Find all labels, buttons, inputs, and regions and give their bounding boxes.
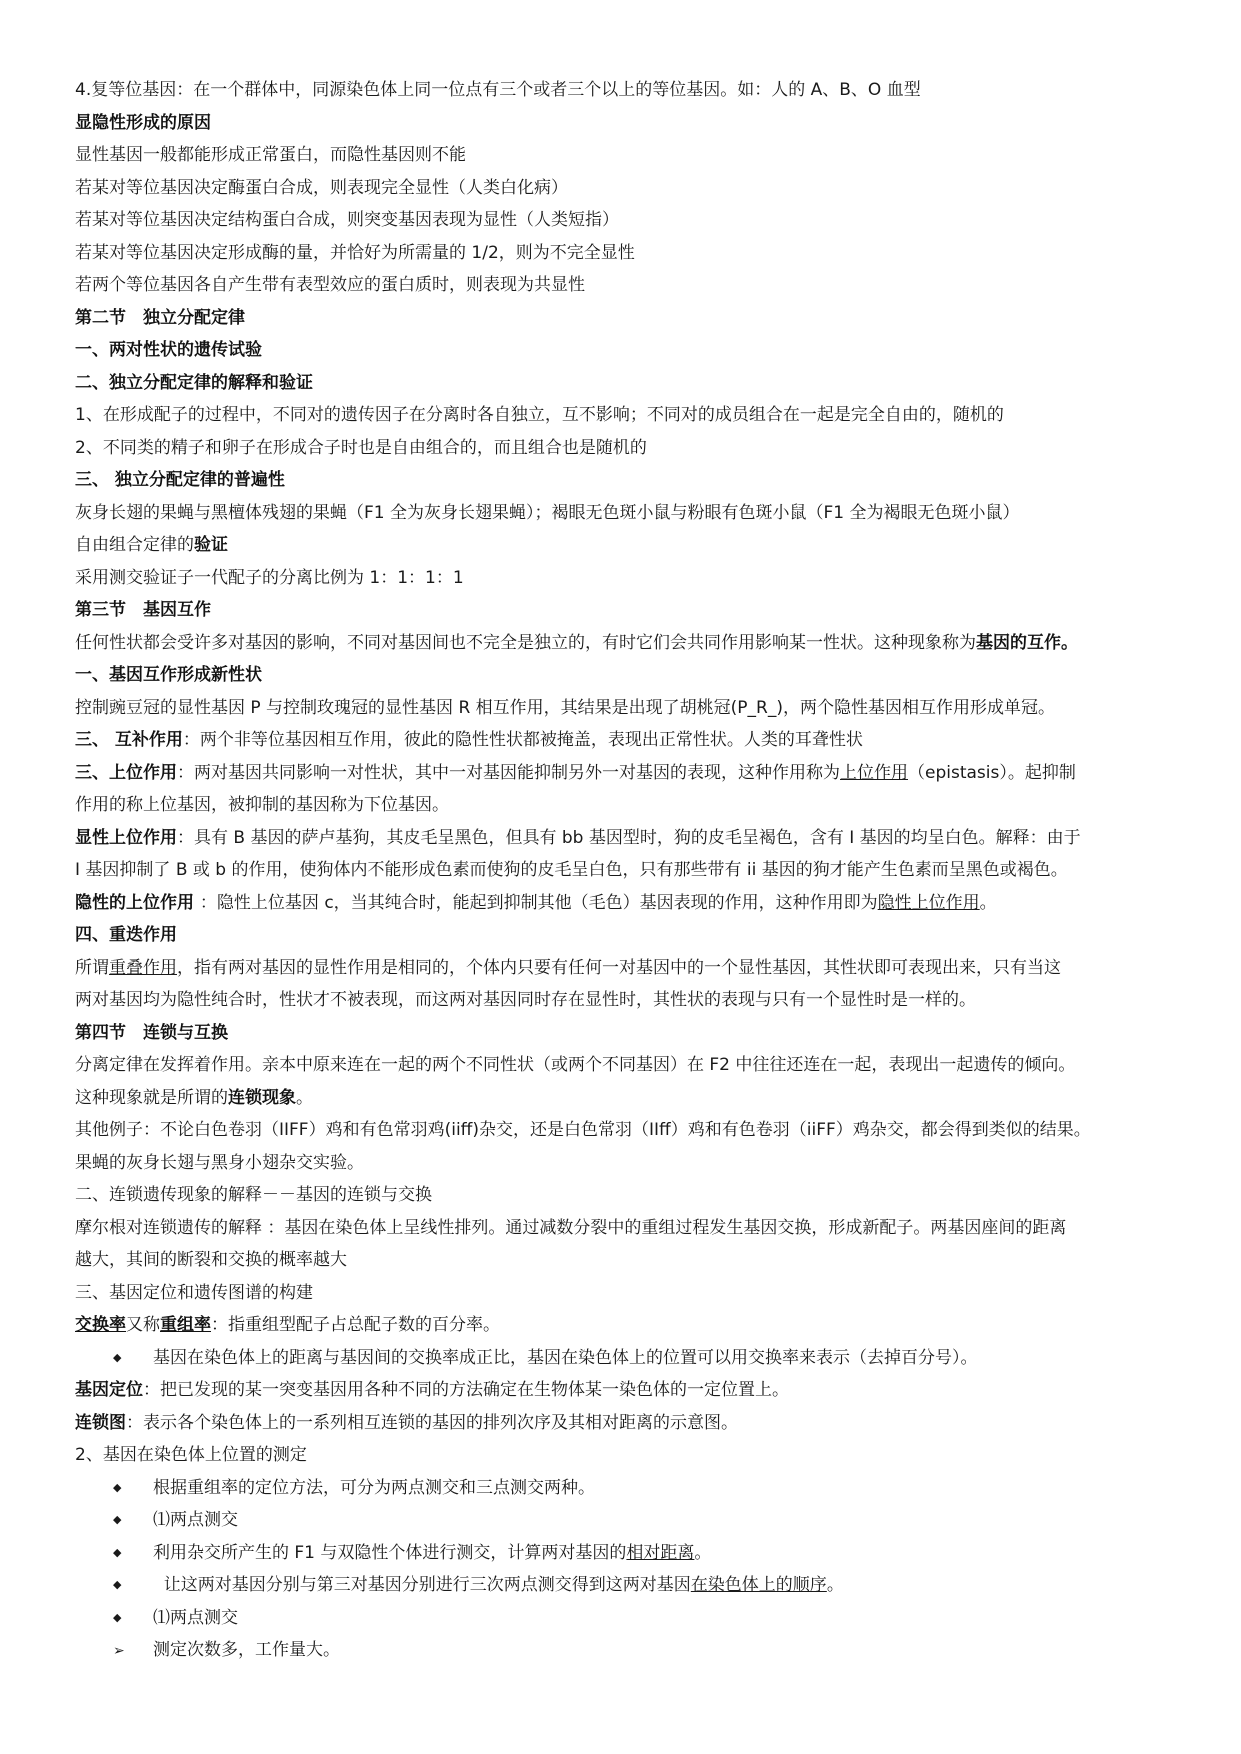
text-run: ⑴两点测交	[153, 1607, 238, 1628]
paragraph: 摩尔根对连锁遗传的解释 ：基因在染色体上呈线性排列。通过减数分裂中的重组过程发生基因交换，形成新配子。两基因座间的距离	[75, 1217, 1067, 1238]
paragraph: 若某对等位基因决定形成酶的量，并恰好为所需量的 1/2，则为不完全显性	[75, 242, 635, 263]
bullet-item	[75, 1638, 1185, 1662]
bold-term: 三、上位作用	[75, 762, 177, 783]
text-run: 利用杂交所产生的 F1 与双隐性个体进行测交，计算两对基因的	[153, 1542, 627, 1563]
text-run: ⑴两点测交	[153, 1510, 238, 1530]
section-heading: 三、 独立分配定律的普遍性	[75, 470, 285, 490]
paragraph	[75, 1378, 1185, 1402]
paragraph	[75, 533, 1185, 557]
underlined-term: 隐性上位作用	[877, 892, 980, 913]
bold-term: 连锁图	[75, 1412, 126, 1433]
text-run: 根据重组率的定位方法，可分为两点测交和三点测交两种。	[153, 1477, 595, 1498]
bullet-item	[75, 1606, 1185, 1630]
diamond-bullet-icon: ◆	[113, 1545, 122, 1559]
diamond-bullet-icon: ◆	[113, 1610, 122, 1624]
text-run: ：指重组型配子占总配子数的百分率。	[211, 1315, 500, 1335]
text-run: ：具有 B 基因的萨卢基狗，其皮毛呈黑色，但具有 bb 基因型时，狗的皮毛呈褐色，含有 I 基因的均呈白色。解释：由于	[177, 827, 1081, 848]
paragraph	[75, 1086, 1185, 1110]
paragraph: 三、基因定位和遗传图谱的构建	[75, 1282, 313, 1303]
section-heading: 二、独立分配定律的解释和验证	[75, 372, 313, 393]
paragraph: 越大，其间的断裂和交换的概率越大	[75, 1250, 347, 1270]
text-run: 所谓	[75, 957, 109, 978]
paragraph: I 基因抑制了 B 或 b 的作用，使狗体内不能形成色素而使狗的皮毛呈白色，只有那些带有 ii 基因的狗才能产生色素而呈黑色或褐色。	[75, 860, 1068, 880]
underlined-term: 重组率	[160, 1315, 211, 1335]
paragraph: 若某对等位基因决定结构蛋白合成，则突变基因表现为显性（人类短指）	[75, 210, 619, 230]
paragraph: 果蝇的灰身长翅与黑身小翅杂交实验。	[75, 1152, 364, 1173]
paragraph: 二、连锁遗传现象的解释－－基因的连锁与交换	[75, 1185, 432, 1205]
text-run: 。	[296, 1087, 313, 1108]
paragraph: 2、基因在染色体上位置的测定	[75, 1445, 307, 1465]
bold-term: 显性上位作用	[75, 827, 177, 848]
paragraph: 若某对等位基因决定酶蛋白合成，则表现完全显性（人类白化病）	[75, 177, 568, 198]
text-run: 又称	[126, 1315, 160, 1335]
underlined-term: 重叠作用	[109, 957, 177, 978]
text-run: ，指有两对基因的显性作用是相同的，个体内只要有任何一对基因中的一个显性基因，其性状即可表现出来，只有当这	[177, 957, 1061, 978]
bold-term: 三、 互补作用	[75, 730, 183, 750]
paragraph: 若两个等位基因各自产生带有表型效应的蛋白质时，则表现为共显性	[75, 275, 585, 295]
paragraph: 其他例子：不论白色卷羽（IIFF）鸡和有色常羽鸡(iiff)杂交，还是白色常羽（IIff）鸡和有色卷羽（iiFF）鸡杂交，都会得到类似的结果。	[75, 1120, 1091, 1140]
bullet-item	[75, 1508, 1185, 1532]
paragraph	[75, 826, 1185, 850]
text-run: 。	[826, 1575, 844, 1595]
section-heading: 显隐性形成的原因	[75, 112, 211, 133]
diamond-bullet-icon: ◆	[113, 1480, 122, 1494]
paragraph	[75, 891, 1185, 915]
section-heading: 第二节 独立分配定律	[75, 307, 245, 328]
paragraph: 4.复等位基因：在一个群体中，同源染色体上同一位点有三个或者三个以上的等位基因。如：人的 A、B、O 血型	[75, 80, 921, 100]
text-run: ：隐性上位基因 c，当其纯合时，能起到抑制其他（毛色）基因表现的作用，这种作用即为	[199, 892, 878, 913]
underlined-term: 相对距离	[626, 1542, 695, 1563]
paragraph: 两对基因均为隐性纯合时，性状才不被表现，而这两对基因同时存在显性时，其性状的表现与只有一个显性时是一样的。	[75, 990, 976, 1010]
text-run: ：把已发现的某一突变基因用各种不同的方法确定在生物体某一染色体的一定位置上。	[143, 1380, 789, 1400]
bullet-item	[75, 1573, 1185, 1597]
text-run: ：两个非等位基因相互作用，彼此的隐性性状都被掩盖，表现出正常性状。人类的耳聋性状	[182, 730, 863, 750]
diamond-bullet-icon: ◆	[113, 1513, 122, 1526]
section-heading: 第四节 连锁与互换	[75, 1022, 228, 1043]
text-run: 这种现象就是所谓的	[75, 1087, 228, 1108]
bold-term: 验证	[194, 535, 228, 555]
section-heading: 一、两对性状的遗传试验	[75, 340, 262, 360]
bullet-item	[75, 1541, 1185, 1565]
arrow-bullet-icon: ➢	[113, 1643, 125, 1659]
paragraph	[75, 631, 1185, 655]
paragraph: 作用的称上位基因，被抑制的基因称为下位基因。	[75, 795, 449, 815]
bullet-item	[75, 1346, 1185, 1370]
text-run: 。	[694, 1542, 712, 1563]
paragraph: 2、不同类的精子和卵子在形成合子时也是自由组合的，而且组合也是随机的	[75, 437, 647, 458]
bold-term	[75, 1315, 126, 1335]
bold-term: 基因的互作。	[976, 632, 1078, 653]
paragraph	[75, 1411, 1185, 1435]
text-run: ：表示各个染色体上的一系列相互连锁的基因的排列次序及其相对距离的示意图。	[126, 1412, 738, 1433]
underlined-term: 交换率	[75, 1315, 126, 1335]
text-run: 测定次数多，工作量大。	[153, 1640, 340, 1660]
paragraph	[75, 956, 1185, 980]
text-run: 。	[979, 892, 997, 913]
paragraph	[75, 761, 1185, 785]
text-run: 基因在染色体上的距离与基因间的交换率成正比，基因在染色体上的位置可以用交换率来表示（去掉百分号）。	[153, 1347, 978, 1368]
bullet-item	[75, 1476, 1185, 1500]
paragraph	[75, 728, 1185, 752]
bold-term: 连锁现象	[228, 1087, 296, 1108]
paragraph: 控制豌豆冠的显性基因 P 与控制玫瑰冠的显性基因 R 相互作用，其结果是出现了胡桃冠(P_R_)，两个隐性基因相互作用形成单冠。	[75, 697, 1056, 718]
text-run: （epistasis）。起抑制	[908, 762, 1076, 783]
bold-term	[160, 1315, 211, 1335]
section-heading: 四、重迭作用	[75, 925, 177, 945]
bold-term: 基因定位	[75, 1380, 143, 1400]
diamond-bullet-icon: ◆	[113, 1578, 122, 1591]
section-heading: 第三节 基因互作	[75, 600, 211, 620]
paragraph: 分离定律在发挥着作用。亲本中原来连在一起的两个不同性状（或两个不同基因）在 F2 中往往还连在一起，表现出一起遗传的倾向。	[75, 1055, 1076, 1075]
underlined-term: 上位作用	[840, 762, 908, 783]
paragraph: 1、在形成配子的过程中，不同对的遗传因子在分离时各自独立，互不影响；不同对的成员组合在一起是完全自由的，随机的	[75, 405, 1004, 425]
diamond-bullet-icon: ◆	[113, 1350, 122, 1364]
bold-term: 隐性的上位作用	[75, 892, 200, 913]
paragraph	[75, 1313, 1185, 1337]
text-run: 任何性状都会受许多对基因的影响，不同对基因间也不完全是独立的，有时它们会共同作用影响某一性状。这种现象称为	[75, 632, 976, 653]
text-run: ：两对基因共同影响一对性状，其中一对基因能抑制另外一对基因的表现，这种作用称为	[177, 762, 840, 783]
section-heading: 一、基因互作形成新性状	[75, 665, 262, 685]
paragraph: 灰身长翅的果蝇与黑檀体残翅的果蝇（F1 全为灰身长翅果蝇）；褐眼无色斑小鼠与粉眼有色斑小鼠（F1 全为褐眼无色斑小鼠）	[75, 502, 1020, 523]
text-run: 自由组合定律的	[75, 535, 194, 555]
underlined-term: 在染色体上的顺序	[690, 1575, 827, 1595]
text-run: 让这两对基因分别与第三对基因分别进行三次两点测交得到这两对基因	[153, 1575, 691, 1595]
document-body	[75, 78, 1185, 1671]
paragraph: 显性基因一般都能形成正常蛋白，而隐性基因则不能	[75, 145, 466, 165]
paragraph: 采用测交验证子一代配子的分离比例为 1：1：1：1	[75, 567, 464, 588]
